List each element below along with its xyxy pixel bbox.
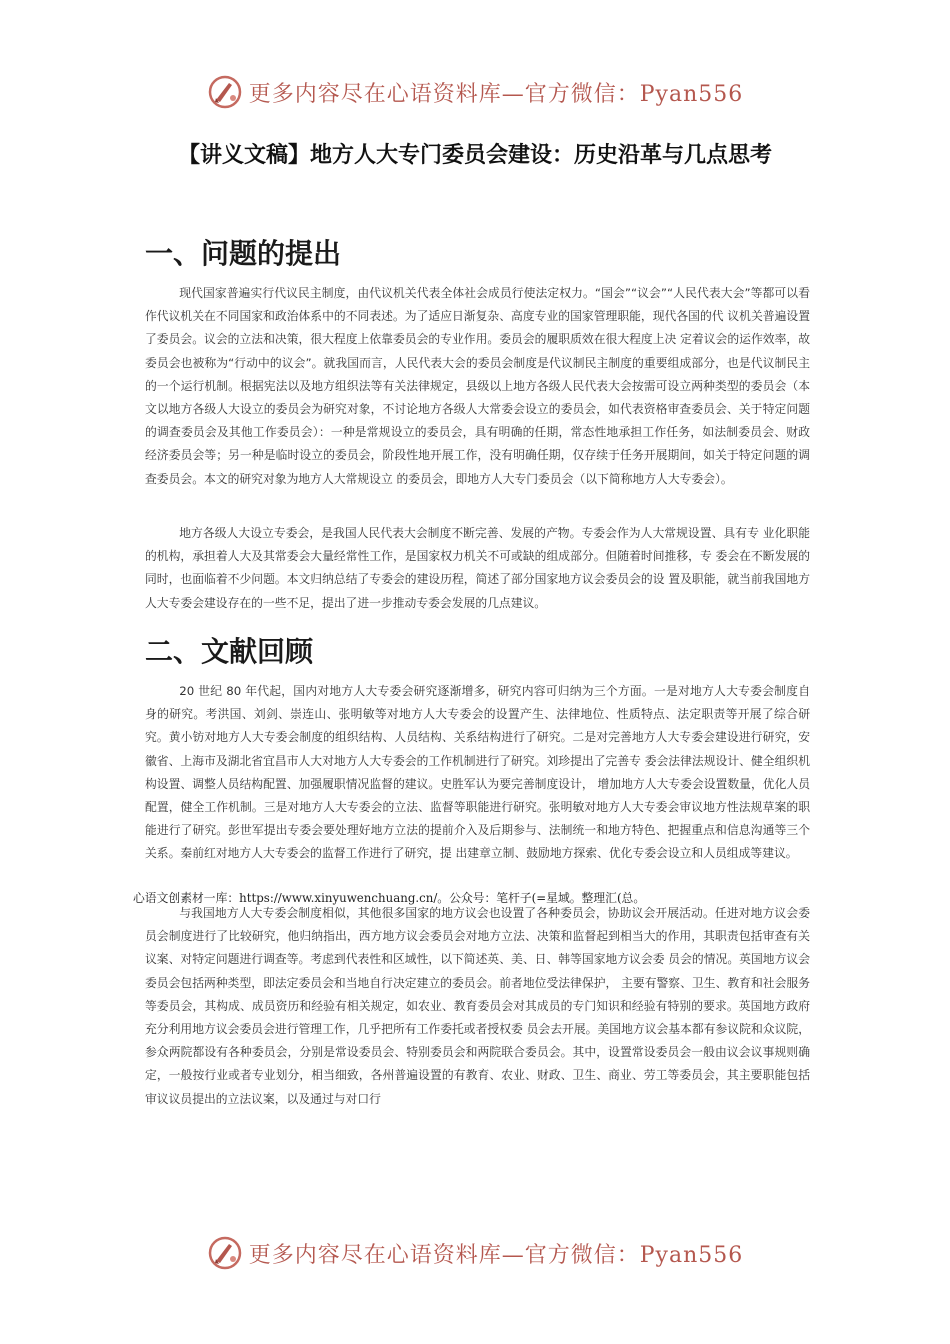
paragraph-1-1: 现代国家普遍实行代议民主制度，由代议机关代表全体社会成员行使法定权力。“国会”“议会”“人民代表大会”等都可以看作代议机关在不同国家和政治体系中的不同表述。为了适应日渐复杂、高度专业的国家管理职能，现代各国的代 议机关普遍设置了委员会。议会的立法和决策，很大程度上依靠委员会的专业作用。委员会的履职质效在很大程度上决 定着议会的运作效率，故委员会也被称为“行动中的议会”。就我国而言，人民代表大会的委员会制度是代议制民主制度的重要组成部分，也是代议制民主的一个运行机制。根据宪法以及地方组织法等有关法律规定，县级以上地方各级人民代表大会按需可设立两种类型的委员会（本文以地方各级人大设立的委员会为研究对象，不讨论地方各级人大常委会设立的委员会，如代表资格审查委员会、关于特定问题的调查委员会及其他工作委员会）：一种是常规设立的委员会，具有明确的任期，常态性地承担工作任务，如法制委员会、财政经济委员会等；另一种是临时设立的委员会，阶段性地开展工作，没有明确任期，仅存续于任务开展期间，如关于特定问题的调查委员会。本文的研究对象为地方人大常规设立 的委员会，即地方人大专门委员会（以下简称地方人大专委会）。 (145, 286, 810, 486)
banner-text: 更多内容尽在心语资料库—官方微信：Pyan556 (248, 1242, 744, 1268)
banner-text: 更多内容尽在心语资料库—官方微信：Pyan556 (248, 81, 744, 107)
brush-logo-icon (207, 1235, 243, 1271)
paragraph-1-2: 地方各级人大设立专委会，是我国人民代表大会制度不断完善、发展的产物。专委会作为人大常规设置、具有专 业化职能的机构，承担着人大及其常委会大量经常性工作，是国家权力机关不可或缺的组成部分。但随着时间推移，专 委会在不断发展的同时，也面临着不少问题。本文归纳总结了专委会的建设历程，简述了部分国家地方议会委员会的设 置及职能，就当前我国地方人大专委会建设存在的一些不足，提出了进一步推动专委会发展的几点建议。 (145, 526, 810, 610)
brush-logo-icon (207, 74, 243, 110)
inline-watermark: 心语文创素材一库：https://www.xinyuwenchuang.cn/。公众号：笔杆子(=星域。整理汇(总。 (133, 891, 646, 905)
document-title: 【讲义文稿】地方人大专门委员会建设：历史沿革与几点思考 (177, 143, 772, 168)
section-heading-1: 一、问题的提出 (145, 237, 342, 270)
bottom-banner (0, 1233, 950, 1273)
paragraph-2-1: 20 世纪 80 年代起，国内对地方人大专委会研究逐渐增多，研究内容可归纳为三个方面。一是对地方人大专委会制度自身的研究。考洪国、刘剑、崇连山、张明敏等对地方人大专委会的设置产生、法律地位、性质特点、法定职责等开展了综合研究。黄小钫对地方人大专委会制度的组织结构、人员结构、关系结构进行了研究。二是对完善地方人大专委会建设进行研究，安徽省、上海市及湖北省宜昌市人大对地方人大专委会的工作机制进行了研究。刘珍提出了完善专 委会法律法规设计、健全组织机构设置、调整人员结构配置、加强履职情况监督的建议。史胜军认为要完善制度设计， 增加地方人大专委会设置数量，优化人员配置，健全工作机制。三是对地方人大专委会的立法、监督等职能进行研究。张明敏对地方人大专委会审议地方性法规草案的职能进行了研究。彭世军提出专委会要处理好地方立法的提前介入及后期参与、法制统一和地方特色、把握重点和信息沟通等三个关系。秦前红对地方人大专委会的监督工作进行了研究，提 出建章立制、鼓励地方探索、优化专委会设立和人员组成等建议。 (145, 684, 810, 861)
top-banner (0, 72, 950, 112)
paragraph-2-2: 与我国地方人大专委会制度相似，其他很多国家的地方议会也设置了各种委员会，协助议会开展活动。任进对地方议会委员会制度进行了比较研究，他归纳指出，西方地方议会委员会对地方立法、决策和监督起到相当大的作用，其职责包括审查有关议案、对特定问题进行调查等。考虑到代表性和区域性，以下简述英、美、日、韩等国家地方议会委 员会的情况。英国地方议会委员会包括两种类型，即法定委员会和当地自行决定建立的委员会。前者地位受法律保护， 主要有警察、卫生、教育和社会服务等委员会，其构成、成员资历和经验有相关规定，如农业、教育委员会对其成员的专门知识和经验有特别的要求。英国地方政府充分利用地方议会委员会进行管理工作，几乎把所有工作委托或者授权委 员会去开展。美国地方议会基本都有参议院和众议院，参众两院都设有各种委员会，分别是常设委员会、特别委员会和两院联合委员会。其中，设置常设委员会一般由议会议事规则确定，一般按行业或者专业划分，相当细致，各州普遍设置的有教育、农业、财政、卫生、商业、劳工等委员会，其主要职能包括审议议员提出的立法议案，以及通过与对口行 (145, 906, 810, 1106)
section-heading-2: 二、文献回顾 (145, 635, 314, 668)
